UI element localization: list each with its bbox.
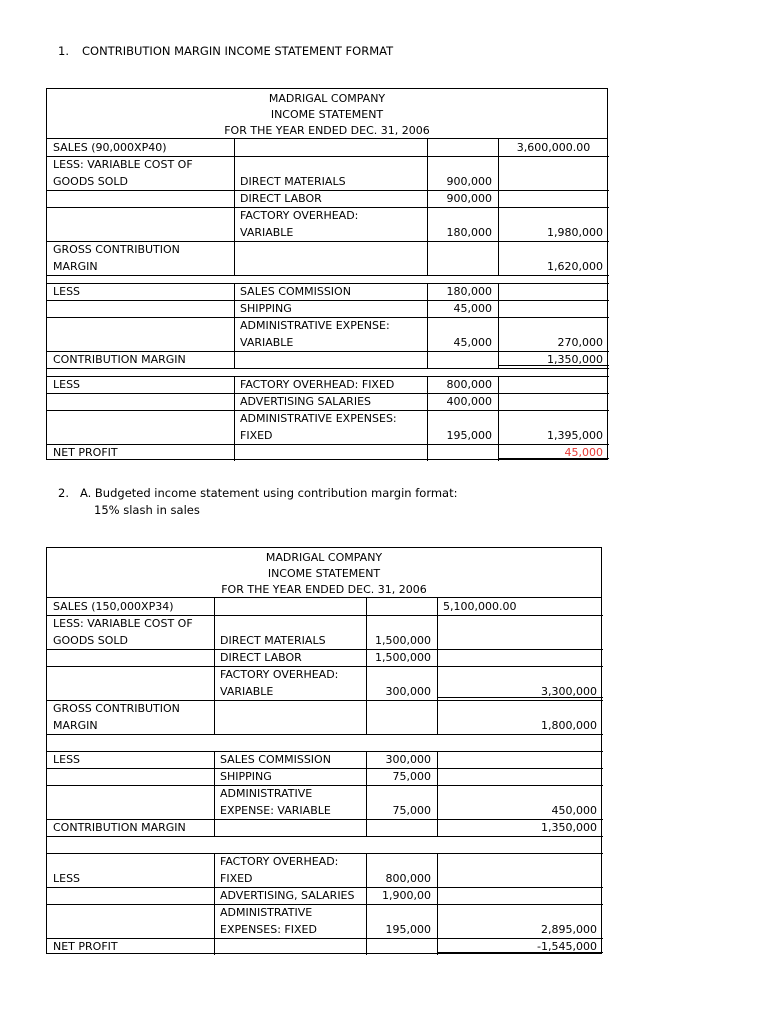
column-divider bbox=[214, 887, 215, 904]
column-divider bbox=[214, 598, 215, 615]
item-amount: 195,000 bbox=[385, 922, 431, 936]
line-item: ADMINISTRATIVE EXPENSE: bbox=[240, 318, 390, 332]
column-divider bbox=[437, 751, 438, 768]
company-name: MADRIGAL COMPANY bbox=[265, 551, 383, 564]
item-amount: 45,000 bbox=[453, 301, 492, 315]
total-amount: -1,545,000 bbox=[537, 939, 597, 953]
total-amount: 1,980,000 bbox=[547, 225, 603, 239]
section-2-subtitle: 15% slash in sales bbox=[94, 503, 200, 517]
column-divider bbox=[498, 139, 499, 156]
line-item: ADMINISTRATIVE EXPENSES: bbox=[240, 411, 397, 425]
item-amount: 900,000 bbox=[446, 174, 492, 188]
total-amount: 45,000 bbox=[564, 445, 603, 459]
column-divider bbox=[366, 938, 367, 955]
line-item: VARIABLE bbox=[240, 335, 294, 349]
statement-title: INCOME STATEMENT bbox=[270, 108, 384, 121]
column-divider bbox=[437, 615, 438, 649]
statement-period: FOR THE YEAR ENDED DEC. 31, 2006 bbox=[221, 583, 427, 596]
column-divider bbox=[427, 207, 428, 241]
total-amount: 450,000 bbox=[551, 803, 597, 817]
line-item: FACTORY OVERHEAD: bbox=[220, 667, 339, 681]
line-item: DIRECT LABOR bbox=[240, 191, 322, 205]
row-label: GROSS CONTRIBUTION bbox=[53, 242, 180, 256]
column-divider bbox=[437, 768, 438, 785]
row-label: LESS: VARIABLE COST OF bbox=[53, 157, 193, 171]
line-item: FACTORY OVERHEAD: FIXED bbox=[240, 377, 395, 391]
column-divider bbox=[234, 283, 235, 300]
column-divider bbox=[234, 376, 235, 393]
column-divider bbox=[234, 444, 235, 461]
column-divider bbox=[427, 317, 428, 351]
column-divider bbox=[498, 376, 499, 393]
column-divider bbox=[427, 376, 428, 393]
column-divider bbox=[437, 666, 438, 700]
item-amount: 900,000 bbox=[446, 191, 492, 205]
line-item: SHIPPING bbox=[240, 301, 292, 315]
column-divider bbox=[234, 410, 235, 444]
line-item: SALES COMMISSION bbox=[240, 284, 351, 298]
total-amount: 1,350,000 bbox=[547, 352, 603, 366]
row-label: LESS bbox=[53, 871, 81, 885]
company-name: MADRIGAL COMPANY bbox=[268, 92, 386, 105]
column-divider bbox=[437, 700, 438, 734]
income-statement-1 bbox=[46, 88, 608, 460]
item-amount: 195,000 bbox=[446, 428, 492, 442]
line-item: VARIABLE bbox=[240, 225, 294, 239]
column-divider bbox=[366, 904, 367, 938]
line-item: DIRECT MATERIALS bbox=[220, 633, 326, 647]
row-label: LESS bbox=[53, 752, 81, 766]
item-amount: 75,000 bbox=[392, 769, 431, 783]
total-amount: 3,300,000 bbox=[541, 684, 597, 698]
item-amount: 300,000 bbox=[385, 684, 431, 698]
column-divider bbox=[214, 615, 215, 649]
column-divider bbox=[437, 598, 438, 615]
row-label: NET PROFIT bbox=[53, 445, 118, 459]
line-item: DIRECT LABOR bbox=[220, 650, 302, 664]
item-amount: 800,000 bbox=[385, 871, 431, 885]
column-divider bbox=[437, 785, 438, 819]
column-divider bbox=[234, 393, 235, 410]
section-1-number: 1. bbox=[58, 44, 69, 58]
total-amount: 1,800,000 bbox=[541, 718, 597, 732]
column-divider bbox=[366, 700, 367, 734]
column-divider bbox=[366, 615, 367, 649]
row-label: CONTRIBUTION MARGIN bbox=[53, 820, 186, 834]
column-divider bbox=[498, 300, 499, 317]
column-divider bbox=[437, 819, 438, 836]
column-divider bbox=[234, 241, 235, 275]
line-item: FIXED bbox=[240, 428, 273, 442]
column-divider bbox=[234, 351, 235, 368]
column-divider bbox=[234, 317, 235, 351]
column-divider bbox=[427, 444, 428, 461]
column-divider bbox=[427, 241, 428, 275]
column-divider bbox=[427, 393, 428, 410]
column-divider bbox=[437, 904, 438, 938]
line-item: SALES COMMISSION bbox=[220, 752, 331, 766]
statement-header bbox=[47, 548, 601, 598]
column-divider bbox=[234, 190, 235, 207]
column-divider bbox=[427, 300, 428, 317]
row-divider bbox=[47, 836, 603, 837]
column-divider bbox=[498, 156, 499, 190]
column-divider bbox=[214, 819, 215, 836]
row-label: MARGIN bbox=[53, 718, 98, 732]
item-amount: 180,000 bbox=[446, 284, 492, 298]
row-label: SALES (150,000XP34) bbox=[53, 599, 174, 613]
row-divider bbox=[47, 275, 609, 276]
item-amount: 400,000 bbox=[446, 394, 492, 408]
column-divider bbox=[498, 410, 499, 444]
column-divider bbox=[437, 887, 438, 904]
item-amount: 1,500,000 bbox=[375, 633, 431, 647]
line-item: ADMINISTRATIVE bbox=[220, 905, 313, 919]
total-amount: 1,350,000 bbox=[541, 820, 597, 834]
line-item: FACTORY OVERHEAD: bbox=[240, 208, 359, 222]
row-divider bbox=[47, 368, 609, 369]
column-divider bbox=[366, 598, 367, 615]
column-divider bbox=[427, 156, 428, 190]
column-divider bbox=[214, 751, 215, 768]
column-divider bbox=[498, 241, 499, 275]
column-divider bbox=[366, 853, 367, 887]
row-label: MARGIN bbox=[53, 259, 98, 273]
item-amount: 300,000 bbox=[385, 752, 431, 766]
total-amount: 1,395,000 bbox=[547, 428, 603, 442]
line-item: ADVERTISING, SALARIES bbox=[220, 888, 355, 902]
row-label: CONTRIBUTION MARGIN bbox=[53, 352, 186, 366]
row-label: SALES (90,000XP40) bbox=[53, 140, 167, 154]
row-label: GOODS SOLD bbox=[53, 174, 129, 188]
column-divider bbox=[366, 666, 367, 700]
row-label: LESS bbox=[53, 377, 81, 391]
line-item: ADVERTISING SALARIES bbox=[240, 394, 371, 408]
column-divider bbox=[366, 785, 367, 819]
column-divider bbox=[214, 768, 215, 785]
total-amount: 5,100,000.00 bbox=[443, 599, 517, 613]
column-divider bbox=[234, 207, 235, 241]
column-divider bbox=[366, 887, 367, 904]
statement-header bbox=[47, 89, 607, 139]
row-label: GOODS SOLD bbox=[53, 633, 129, 647]
total-amount: 270,000 bbox=[557, 335, 603, 349]
total-amount: 2,895,000 bbox=[541, 922, 597, 936]
section-2-title: 2. A. Budgeted income statement using contribution margin format: bbox=[58, 486, 458, 500]
column-divider bbox=[214, 700, 215, 734]
statement-title: INCOME STATEMENT bbox=[267, 567, 381, 580]
row-label: NET PROFIT bbox=[53, 939, 118, 953]
column-divider bbox=[366, 819, 367, 836]
item-amount: 180,000 bbox=[446, 225, 492, 239]
column-divider bbox=[214, 938, 215, 955]
column-divider bbox=[214, 666, 215, 700]
column-divider bbox=[234, 300, 235, 317]
item-amount: 75,000 bbox=[392, 803, 431, 817]
item-amount: 1,500,000 bbox=[375, 650, 431, 664]
row-label: LESS: VARIABLE COST OF bbox=[53, 616, 193, 630]
column-divider bbox=[214, 904, 215, 938]
column-divider bbox=[498, 283, 499, 300]
column-divider bbox=[498, 393, 499, 410]
column-divider bbox=[427, 139, 428, 156]
line-item: FACTORY OVERHEAD: bbox=[220, 854, 339, 868]
column-divider bbox=[498, 190, 499, 207]
item-amount: 45,000 bbox=[453, 335, 492, 349]
column-divider bbox=[366, 768, 367, 785]
item-amount: 1,900,00 bbox=[382, 888, 431, 902]
column-divider bbox=[437, 853, 438, 887]
income-statement-2 bbox=[46, 547, 602, 954]
line-item: EXPENSES: FIXED bbox=[220, 922, 317, 936]
section-1-title: CONTRIBUTION MARGIN INCOME STATEMENT FORMAT bbox=[82, 44, 394, 58]
line-item: ADMINISTRATIVE bbox=[220, 786, 313, 800]
line-item: VARIABLE bbox=[220, 684, 274, 698]
column-divider bbox=[214, 649, 215, 666]
statement-period: FOR THE YEAR ENDED DEC. 31, 2006 bbox=[224, 124, 430, 137]
line-item: EXPENSE: VARIABLE bbox=[220, 803, 331, 817]
row-divider bbox=[47, 734, 603, 735]
line-item: DIRECT MATERIALS bbox=[240, 174, 346, 188]
column-divider bbox=[214, 785, 215, 819]
column-divider bbox=[366, 751, 367, 768]
column-divider bbox=[234, 156, 235, 190]
row-label: GROSS CONTRIBUTION bbox=[53, 701, 180, 715]
column-divider bbox=[427, 283, 428, 300]
total-amount: 3,600,000.00 bbox=[516, 140, 591, 154]
line-item: FIXED bbox=[220, 871, 253, 885]
column-divider bbox=[427, 190, 428, 207]
item-amount: 800,000 bbox=[446, 377, 492, 391]
column-divider bbox=[427, 351, 428, 368]
column-divider bbox=[498, 317, 499, 351]
row-label: LESS bbox=[53, 284, 81, 298]
column-divider bbox=[214, 853, 215, 887]
column-divider bbox=[498, 207, 499, 241]
column-divider bbox=[366, 649, 367, 666]
column-divider bbox=[427, 410, 428, 444]
line-item: SHIPPING bbox=[220, 769, 272, 783]
column-divider bbox=[234, 139, 235, 156]
total-amount: 1,620,000 bbox=[547, 259, 603, 273]
column-divider bbox=[437, 649, 438, 666]
